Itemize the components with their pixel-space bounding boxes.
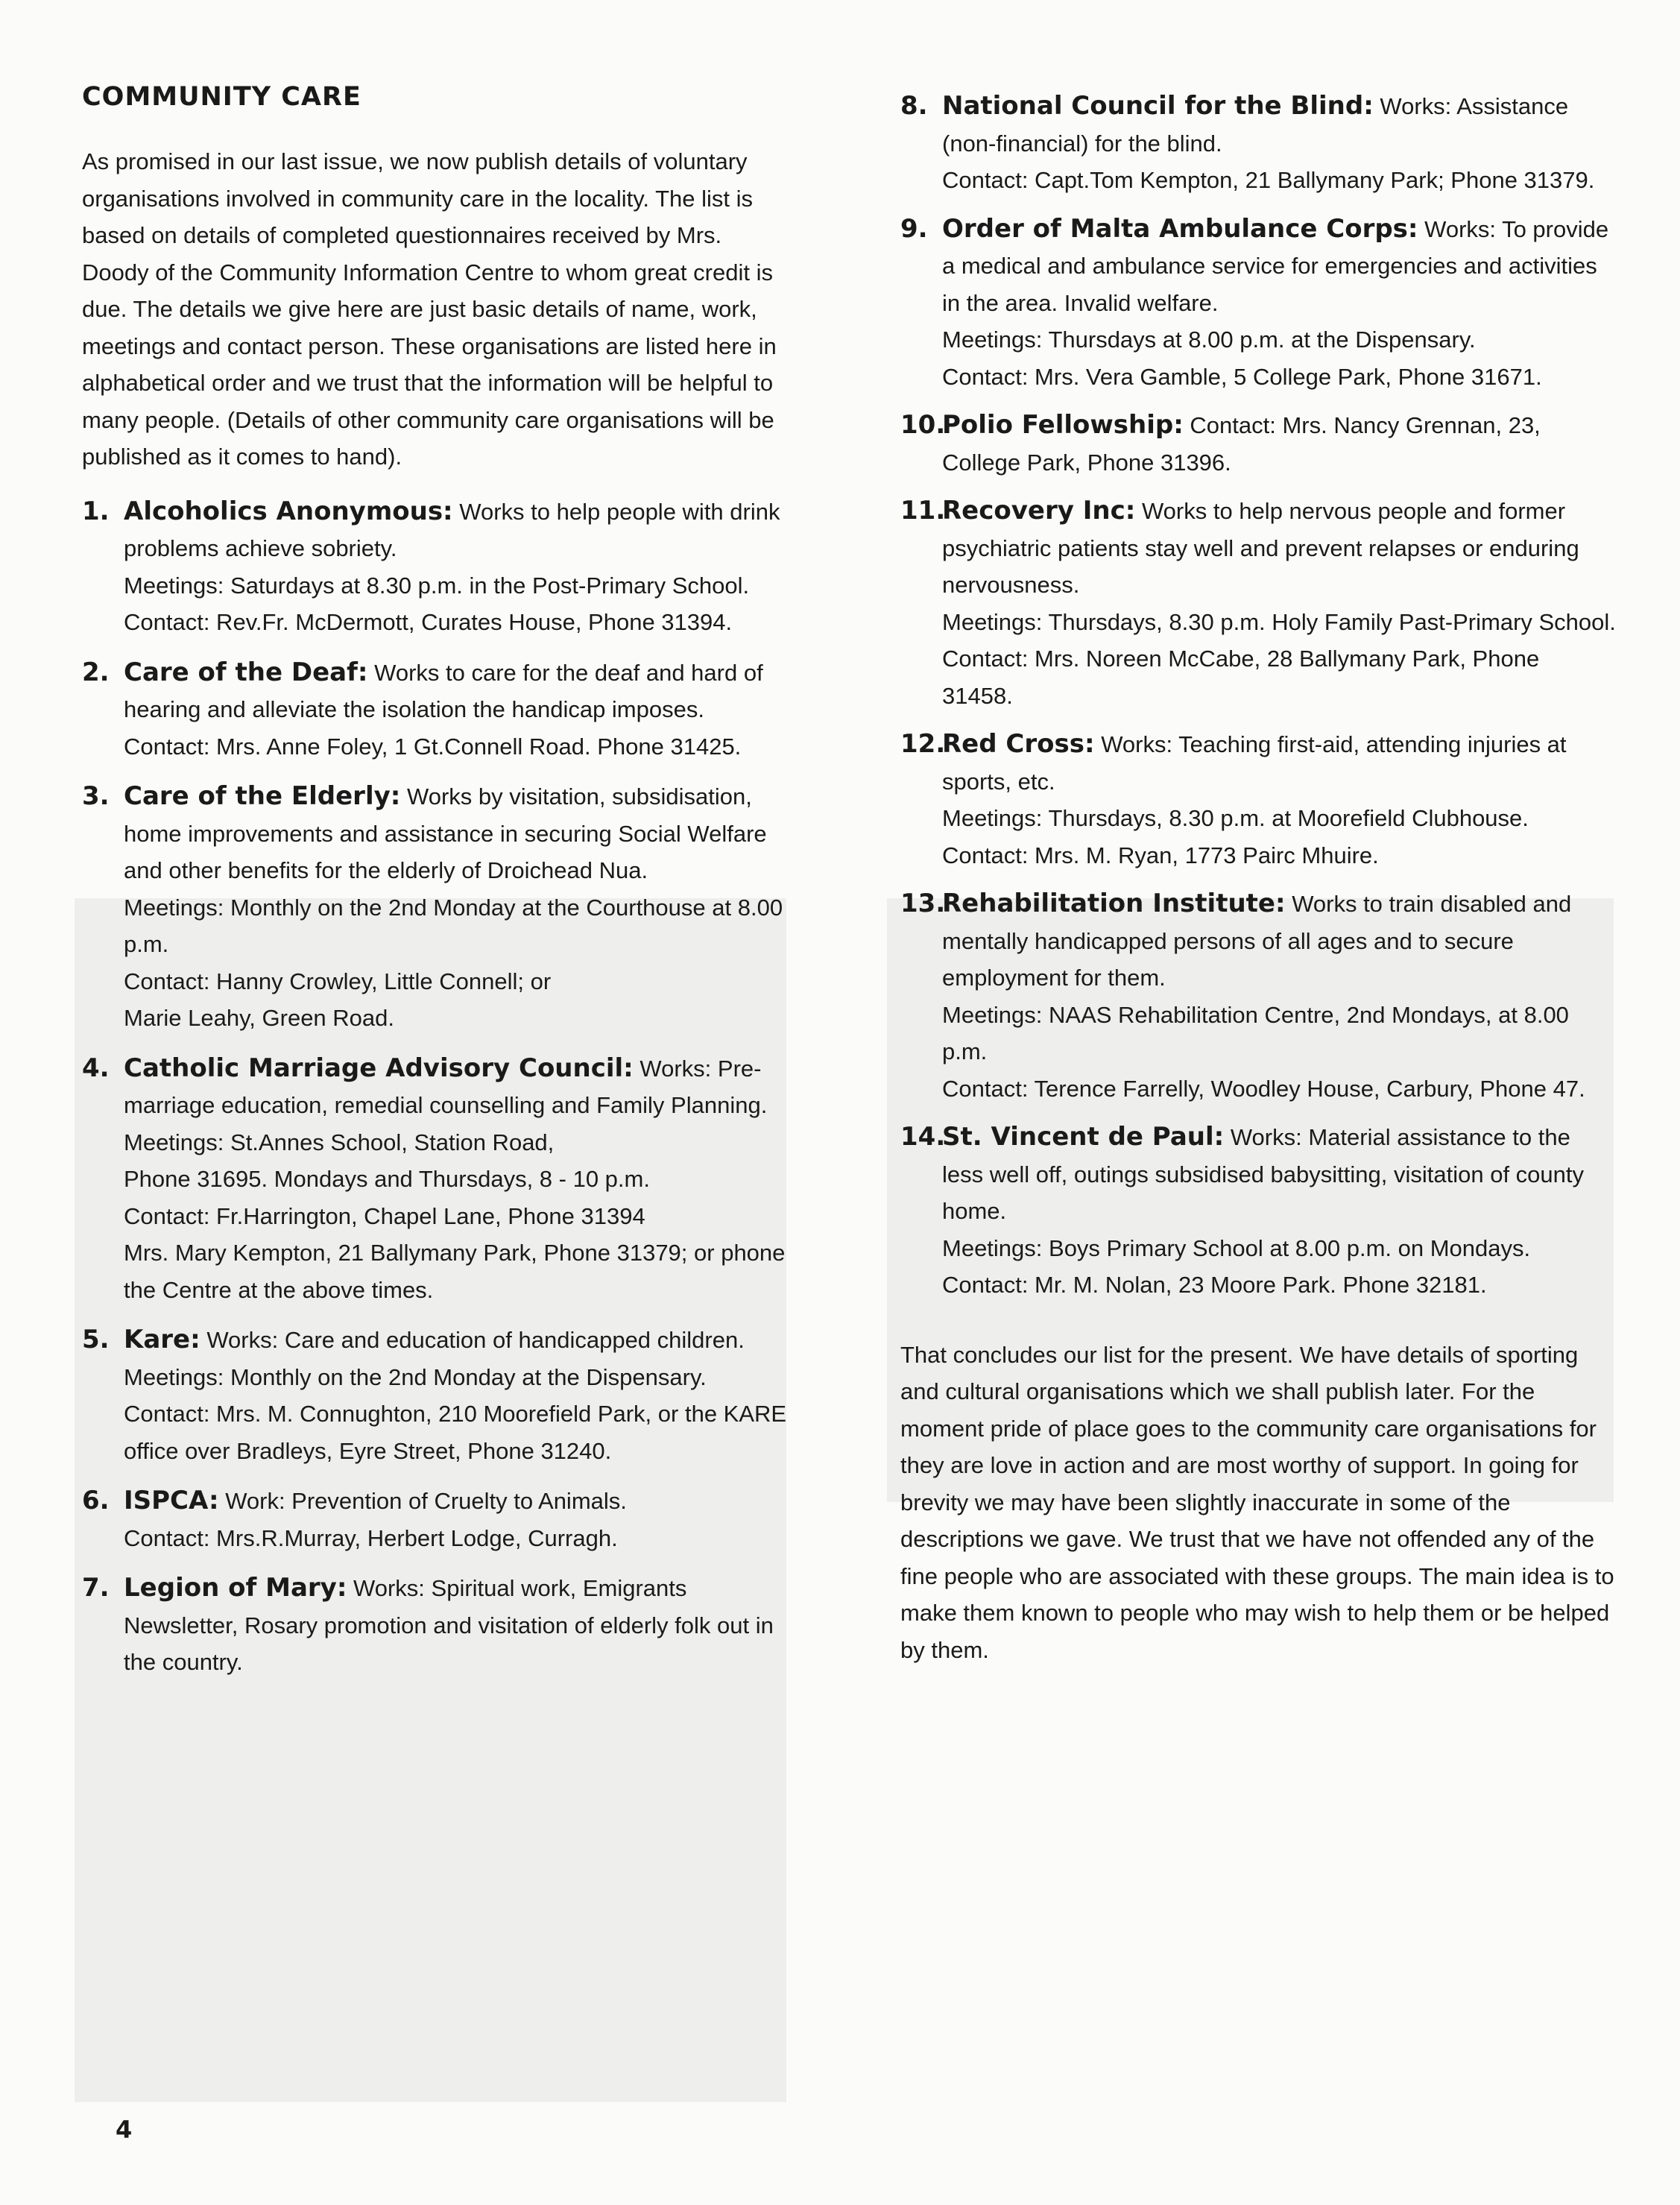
item-number: 13.	[900, 889, 946, 918]
org-detail-line: Meetings: Monthly on the 2nd Monday at the Courthouse at 8.00 p.m.	[124, 894, 783, 957]
item-content	[124, 1322, 794, 1469]
org-name: Legion of Mary:	[124, 1573, 347, 1603]
org-list-right	[900, 88, 1616, 1304]
org-item	[900, 886, 1616, 1107]
item-number: 12.	[900, 729, 946, 759]
org-name: Care of the Deaf:	[124, 657, 368, 687]
item-content	[942, 88, 1616, 199]
org-item	[900, 726, 1616, 874]
org-item	[82, 654, 794, 766]
org-name: St. Vincent de Paul:	[942, 1122, 1225, 1152]
org-detail-line: Meetings: St.Annes School, Station Road,	[124, 1129, 555, 1155]
org-detail-line: Contact: Mrs. M. Connughton, 210 Moorefield Park, or the KARE office over Bradleys, Eyre Street, Phone 31240.	[124, 1401, 787, 1464]
org-detail-line: Contact: Fr.Harrington, Chapel Lane, Phone 31394	[124, 1202, 645, 1229]
org-name: Alcoholics Anonymous:	[124, 496, 453, 526]
org-detail-line: Meetings: Boys Primary School at 8.00 p.m. on Mondays.	[942, 1234, 1531, 1261]
org-name: Polio Fellowship:	[942, 410, 1184, 440]
right-column	[900, 88, 1616, 1691]
page-number: 4	[116, 2116, 133, 2144]
intro-paragraph: As promised in our last issue, we now publish details of voluntary organisations involved in community care in the locality. The list is based on details of completed questionnaires received by Mrs. Doody of the Community Information Centre to whom great credit is due. The details we give here are just basic details of name, work, meetings and contact person. These organisations are listed here in alphabetical order and we trust that the information will be helpful to many people. (Details of other community care organisations will be published as it comes to hand).	[82, 148, 777, 470]
org-name: Care of the Elderly:	[124, 781, 401, 811]
org-detail-line: Contact: Capt.Tom Kempton, 21 Ballymany Park; Phone 31379.	[942, 167, 1595, 193]
org-description: Works: Pre-marriage education, remedial counselling and Family Planning.	[124, 1055, 768, 1118]
org-item	[900, 88, 1616, 199]
org-description: Works: Spiritual work, Emigrants Newsletter, Rosary promotion and visitation of elderly folk out in the country.	[124, 1575, 774, 1675]
org-description: Works to train disabled and mentally handicapped persons of all ages and to secure employment for them.	[942, 891, 1572, 991]
item-content	[124, 1570, 794, 1681]
item-content	[124, 493, 794, 641]
org-name: Catholic Marriage Advisory Council:	[124, 1053, 634, 1083]
item-number: 9.	[900, 213, 928, 244]
item-number: 10.	[900, 410, 946, 440]
page-title: COMMUNITY CARE	[82, 82, 361, 112]
org-item	[900, 211, 1616, 396]
org-item	[82, 778, 794, 1037]
org-item	[900, 407, 1616, 481]
org-detail-line: Meetings: Thursdays, 8.30 p.m. Holy Family Past-Primary School.	[942, 608, 1616, 635]
item-content	[942, 1119, 1616, 1304]
org-name: Kare:	[124, 1325, 200, 1354]
org-detail-line: Meetings: Monthly on the 2nd Monday at the Dispensary.	[124, 1363, 707, 1390]
org-detail-line: Meetings: Thursdays at 8.00 p.m. at the Dispensary.	[942, 327, 1476, 353]
item-number: 5.	[82, 1325, 110, 1354]
left-column	[82, 82, 794, 1694]
org-name: ISPCA:	[124, 1486, 219, 1515]
org-item	[82, 1570, 794, 1681]
org-detail-line: Contact: Mr. M. Nolan, 23 Moore Park. Phone 32181.	[942, 1272, 1487, 1298]
item-number: 6.	[82, 1486, 110, 1515]
item-content	[942, 407, 1616, 481]
org-description: Works: Material assistance to the less well off, outings subsidised babysitting, visitation of county home.	[942, 1124, 1585, 1224]
item-content	[942, 726, 1616, 874]
org-description: Works: Assistance (non-financial) for the blind.	[942, 93, 1569, 157]
item-content	[124, 778, 794, 1037]
org-description: Works to help nervous people and former psychiatric patients stay well and prevent relapses or enduring nervousness.	[942, 498, 1579, 598]
org-detail-line: Contact: Mrs. Anne Foley, 1 Gt.Connell Road. Phone 31425.	[124, 733, 742, 760]
org-item	[82, 1050, 794, 1309]
org-detail-line: Contact: Mrs.R.Murray, Herbert Lodge, Curragh.	[124, 1524, 618, 1551]
item-content	[942, 886, 1616, 1107]
item-number: 7.	[82, 1573, 110, 1603]
item-content	[942, 493, 1616, 714]
org-detail-line: Meetings: Thursdays, 8.30 p.m. at Moorefield Clubhouse.	[942, 805, 1529, 831]
org-detail-line: Mrs. Mary Kempton, 21 Ballymany Park, Phone 31379; or phone the Centre at the above times.	[124, 1240, 786, 1303]
org-detail-line: Contact: Rev.Fr. McDermott, Curates House, Phone 31394.	[124, 609, 733, 635]
org-name: Recovery Inc:	[942, 496, 1136, 526]
org-description: Works: Care and education of handicapped children.	[206, 1327, 745, 1353]
org-name: Order of Malta Ambulance Corps:	[942, 213, 1418, 244]
org-detail-line: Contact: Mrs. Noreen McCabe, 28 Ballymany Park, Phone 31458.	[942, 646, 1540, 709]
org-item	[900, 493, 1616, 714]
org-description: Works by visitation, subsidisation, home improvements and assistance in securing Social Welfare and other benefits for the elderly of Droichead Nua.	[124, 783, 767, 883]
item-number: 11.	[900, 496, 946, 526]
org-description: Works: Teaching first-aid, attending injuries at sports, etc.	[942, 731, 1567, 795]
item-number: 4.	[82, 1053, 110, 1083]
item-number: 1.	[82, 496, 110, 526]
org-detail-line: Contact: Terence Farrelly, Woodley House, Carbury, Phone 47.	[942, 1075, 1585, 1102]
org-description: Works to care for the deaf and hard of hearing and alleviate the isolation the handicap imposes.	[124, 659, 763, 722]
org-list-left	[82, 493, 794, 1681]
item-number: 14.	[900, 1122, 946, 1152]
org-description: Contact: Mrs. Nancy Grennan, 23, College Park, Phone 31396.	[942, 412, 1541, 476]
org-detail-line: Contact: Mrs. Vera Gamble, 5 College Park, Phone 31671.	[942, 363, 1542, 390]
org-detail-line: Contact: Hanny Crowley, Little Connell; or	[124, 968, 552, 994]
item-number: 8.	[900, 91, 928, 121]
item-content	[942, 211, 1616, 396]
org-item	[82, 493, 794, 641]
org-name: Red Cross:	[942, 729, 1095, 759]
org-detail-line: Contact: Mrs. M. Ryan, 1773 Pairc Mhuire.	[942, 842, 1379, 868]
item-content	[124, 654, 794, 766]
org-detail-line: Marie Leahy, Green Road.	[124, 1005, 395, 1031]
org-name: Rehabilitation Institute:	[942, 889, 1286, 918]
item-content	[124, 1483, 794, 1556]
org-item	[82, 1322, 794, 1469]
org-item	[82, 1483, 794, 1556]
item-content	[124, 1050, 794, 1309]
org-item	[900, 1119, 1616, 1304]
org-description: Work: Prevention of Cruelty to Animals.	[225, 1488, 627, 1514]
closing-paragraph: That concludes our list for the present. We have details of sporting and cultural organisations which we shall publish later. For the moment pride of place goes to the community care organisations for they are love in action and are most worthy of support. In going for brevity we may have been slightly inaccurate in some of the descriptions we gave. We trust that we have not offended any of the fine people who are associated with these groups. The main idea is to make them known to people who may wish to help them or be helped by them.	[900, 1341, 1614, 1663]
item-number: 3.	[82, 781, 110, 811]
org-detail-line: Meetings: NAAS Rehabilitation Centre, 2nd Mondays, at 8.00 p.m.	[942, 1001, 1569, 1064]
org-detail-line: Meetings: Saturdays at 8.30 p.m. in the Post-Primary School.	[124, 572, 750, 599]
org-description: Works: To provide a medical and ambulance service for emergencies and activities in the area. Invalid welfare.	[942, 215, 1609, 316]
item-number: 2.	[82, 657, 110, 687]
org-description: Works to help people with drink problems achieve sobriety.	[124, 498, 780, 561]
org-name: National Council for the Blind:	[942, 91, 1374, 121]
org-detail-line: Phone 31695. Mondays and Thursdays, 8 - 10 p.m.	[124, 1166, 650, 1192]
